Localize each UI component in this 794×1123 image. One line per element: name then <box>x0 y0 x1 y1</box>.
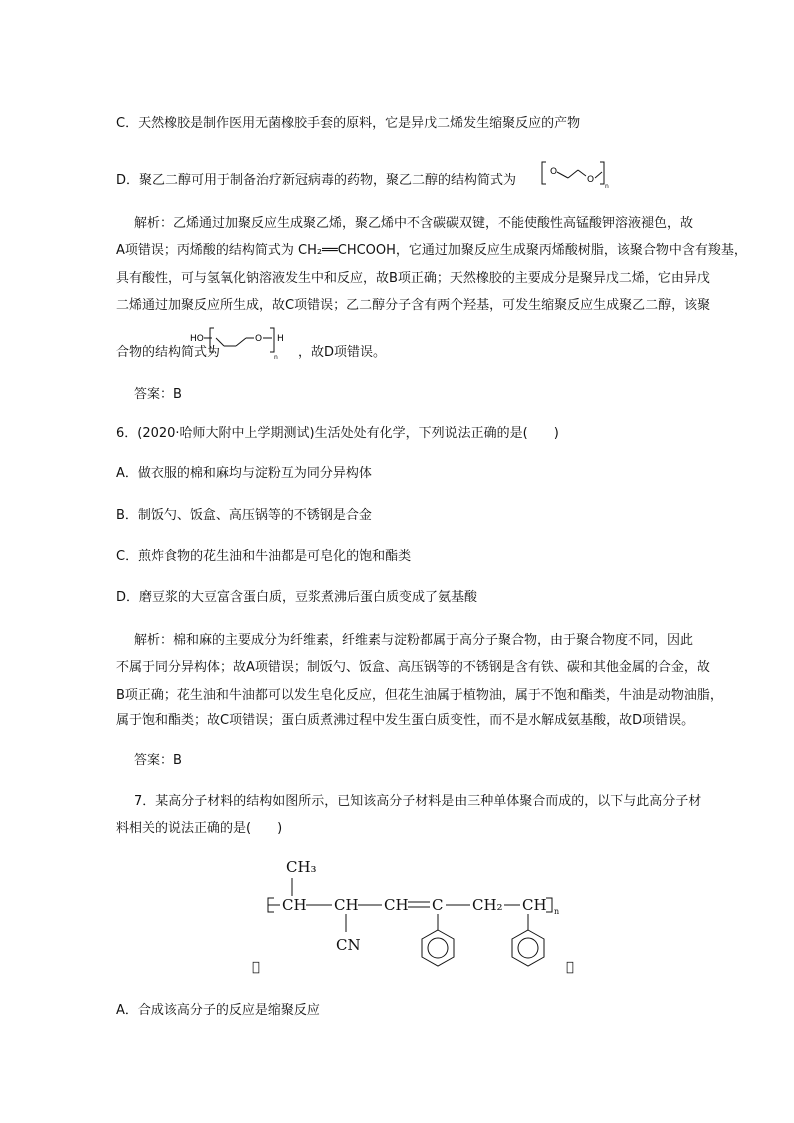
q7-n-label: n <box>554 907 560 916</box>
formula-o3: O <box>255 334 263 344</box>
q6-option-d: D．磨豆浆的大豆富含蛋白质，豆浆煮沸后蛋白质变成了氨基酸 <box>116 590 478 605</box>
q7-polymer-structure <box>262 852 602 982</box>
peg-structure-formula <box>540 158 610 194</box>
q6-option-a: A．做衣服的棉和麻均与淀粉互为同分异构体 <box>116 466 372 481</box>
q6-answer: 答案：B <box>134 753 182 768</box>
q7-ch3-label: CH₃ <box>286 858 317 876</box>
q5-analysis-line-1: 解析：乙烯通过加聚反应生成聚乙烯，聚乙烯中不含碳碳双键，不能使酸性高锰酸钾溶液褪色，故 <box>134 216 694 231</box>
benzene-ring-1 <box>422 930 454 966</box>
formula-ho: HO <box>190 334 204 344</box>
q6-option-c: C．煎炸食物的花生油和牛油都是可皂化的饱和酯类 <box>116 549 412 564</box>
q6-stem: 6．(2020·哈师大附中上学期测试)生活处处有化学，下列说法正确的是( ) <box>116 426 559 441</box>
q7-ch-3: CH <box>384 896 409 914</box>
q6-analysis-line-1: 解析：棉和麻的主要成分为纤维素，纤维素与淀粉都属于高分子聚合物，由于聚合物度不同，因此 <box>134 633 694 648</box>
formula-n2: n <box>274 354 278 361</box>
watermark-right: 𡤹 <box>566 960 574 975</box>
q7-option-a: A．合成该高分子的反应是缩聚反应 <box>116 1003 320 1018</box>
q7-ch2-label: CH₂ <box>472 896 503 914</box>
q7-ch-4: CH <box>522 896 547 914</box>
q7-stem-line-1: 7．某高分子材料的结构如图所示，已知该高分子材料是由三种单体聚合而成的，以下与此高分子材 <box>134 794 702 809</box>
q7-ch-2: CH <box>334 896 359 914</box>
formula-h: H <box>277 334 284 344</box>
formula-n1: n <box>605 183 609 190</box>
q5-analysis-line-5-prefix: 合物的结构简式为 <box>116 345 221 360</box>
q7-ch-1: CH <box>282 896 307 914</box>
q6-analysis-line-4: 属于饱和酯类；故C项错误；蛋白质煮沸过程中发生蛋白质变性，而不是水解成氨基酸，故D项错误。 <box>116 713 695 728</box>
q6-option-b: B．制饭勺、饭盒、高压锅等的不锈钢是合金 <box>116 508 372 523</box>
q7-c-label: C <box>432 896 444 914</box>
formula-o2: O <box>587 175 595 185</box>
q5-option-d: D．聚乙二醇可用于制备治疗新冠病毒的药物，聚乙二醇的结构简式为 <box>116 173 517 188</box>
watermark-left: 𪵀 <box>252 960 260 975</box>
q5-answer: 答案：B <box>134 387 182 402</box>
q6-analysis-line-2: 不属于同分异构体；故A项错误；制饭勺、饭盒、高压锅等的不锈钢是含有铁、碳和其他金属的合金，故 <box>116 660 710 675</box>
q6-analysis-line-3: B项正确；花生油和牛油都可以发生皂化反应，但花生油属于植物油，属于不饱和酯类，牛油是动物油脂， <box>116 688 723 703</box>
q7-stem-line-2: 料相关的说法正确的是( ) <box>116 821 283 836</box>
q5-option-c: C．天然橡胶是制作医用无菌橡胶手套的原料，它是异戊二烯发生缩聚反应的产物 <box>116 116 581 131</box>
q5-analysis-line-4: 二烯通过加聚反应所生成，故C项错误；乙二醇分子含有两个羟基，可发生缩聚反应生成聚乙二醇，该聚 <box>116 298 711 313</box>
q5-analysis-line-5-suffix: ，故D项错误。 <box>298 345 387 360</box>
q5-analysis-line-3: 具有酸性，可与氢氧化钠溶液发生中和反应，故B项正确；天然橡胶的主要成分是聚异戊二烯，它由异戊 <box>116 271 710 286</box>
formula-o1: O <box>550 167 558 177</box>
q5-analysis-line-2: A项错误；丙烯酸的结构简式为 CH₂══CHCOOH，它通过加聚反应生成聚丙烯酸树脂，该聚合物中含有羧基， <box>116 243 747 258</box>
q7-cn-label: CN <box>336 936 361 954</box>
benzene-ring-2 <box>512 930 544 966</box>
peg-structure-formula-ho <box>188 326 296 362</box>
